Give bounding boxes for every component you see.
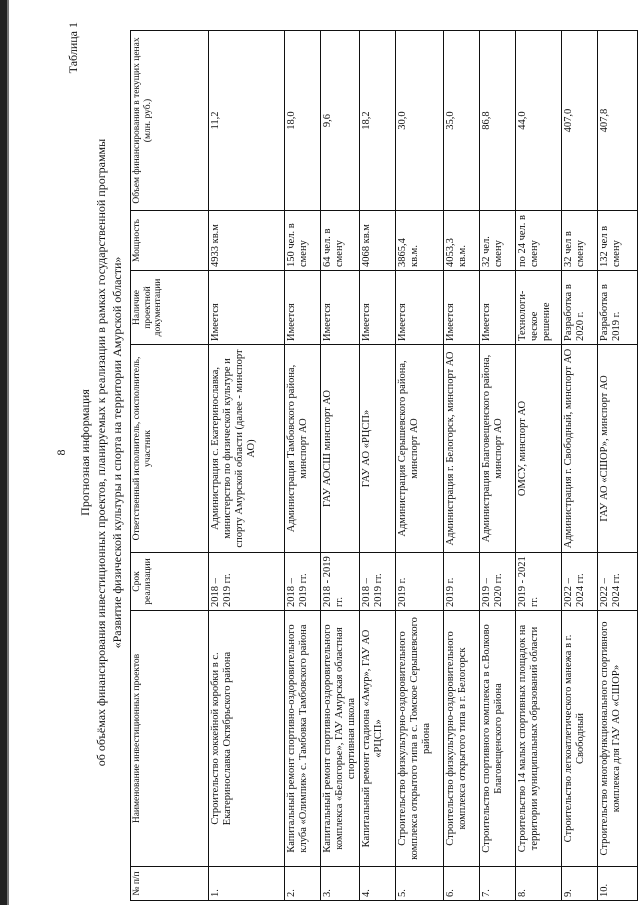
cell-docs: Имеется	[209, 271, 285, 345]
cell-name: Капитальный ремонт стадиона «Амур», ГАУ АО «РЦСП»	[360, 611, 396, 867]
cell-capacity: 64 чел. в смену	[321, 211, 360, 271]
table-row	[598, 31, 638, 901]
table-row	[209, 31, 285, 901]
cell-num: 4.	[360, 867, 396, 901]
cell-docs: Имеется	[396, 271, 444, 345]
cell-volume: 407,8	[598, 31, 638, 211]
cell-volume: 18,0	[285, 31, 321, 211]
title-line-1: Прогнозная информация	[78, 389, 92, 516]
cell-num: 3.	[321, 867, 360, 901]
table-row	[516, 31, 562, 901]
header-volume: Объем финансирования в текущих ценах (млн. руб.)	[131, 31, 209, 211]
cell-capacity: 32 чел. смену	[480, 211, 516, 271]
cell-term: 2018 – 2019 гг.	[285, 553, 321, 611]
cell-num: 9.	[562, 867, 598, 901]
cell-capacity: 132 чел в смену	[598, 211, 638, 271]
cell-num: 1.	[209, 867, 285, 901]
table-row	[360, 31, 396, 901]
cell-volume: 35,0	[444, 31, 480, 211]
cell-volume: 30,0	[396, 31, 444, 211]
cell-volume: 9,6	[321, 31, 360, 211]
cell-docs: Имеется	[480, 271, 516, 345]
cell-num: 7.	[480, 867, 516, 901]
cell-capacity: 4053,3 кв.м.	[444, 211, 480, 271]
cell-capacity: 3865,4 кв.м.	[396, 211, 444, 271]
cell-num: 2.	[285, 867, 321, 901]
cell-docs: Имеется	[321, 271, 360, 345]
cell-term: 2019 г.	[396, 553, 444, 611]
cell-name: Капитальный ремонт спортивно-оздоровительного клуба «Олимпик» с. Тамбовка Тамбовского района	[285, 611, 321, 867]
cell-term: 2019 – 2020 гг.	[480, 553, 516, 611]
table-row	[321, 31, 360, 901]
header-name: Наименование инвестиционных проектов	[131, 611, 209, 867]
cell-volume: 18,2	[360, 31, 396, 211]
cell-name: Строительство спортивного комплекса в с.Волково Благовещенского района	[480, 611, 516, 867]
cell-executor: Администрация Серышевского района, минспорт АО	[396, 345, 444, 553]
cell-num: 10.	[598, 867, 638, 901]
header-term: Срок реализации	[131, 553, 209, 611]
cell-volume: 407,0	[562, 31, 598, 211]
page-number: 8	[54, 449, 68, 456]
table-row	[285, 31, 321, 901]
cell-executor: Администрация Тамбовского района, минспорт АО	[285, 345, 321, 553]
cell-term: 2018 – 2019 гг.	[209, 553, 285, 611]
cell-name: Строительство 14 малых спортивных площадок на территории муниципальных образований области	[516, 611, 562, 867]
header-docs: Наличие проектной документации	[131, 271, 209, 345]
cell-term: 2018 - 2019 гг.	[321, 553, 360, 611]
cell-term: 2019 г.	[444, 553, 480, 611]
cell-term: 2022 – 2024 гг.	[562, 553, 598, 611]
cell-term: 2018 – 2019 гг.	[360, 553, 396, 611]
table-row	[562, 31, 598, 901]
table-row	[444, 31, 480, 901]
cell-docs: Имеется	[444, 271, 480, 345]
title-line-3: «Развитие физической культуры и спорта на территории Амурской области»	[110, 256, 124, 649]
header-capacity: Мощность	[131, 211, 209, 271]
cell-volume: 44,0	[516, 31, 562, 211]
cell-term: 2019 - 2021 гг.	[516, 553, 562, 611]
cell-num: 6.	[444, 867, 480, 901]
cell-capacity: 150 чел. в смену	[285, 211, 321, 271]
cell-docs: Разработка в 2020 г.	[562, 271, 598, 345]
cell-capacity: 4068 кв.м	[360, 211, 396, 271]
cell-volume: 86,8	[480, 31, 516, 211]
cell-docs: Технологи-ческое решение	[516, 271, 562, 345]
cell-executor: Администрация с. Екатеринославка, министерство по физической культуре и спорту Амурской области (далее - минспорт АО)	[209, 345, 285, 553]
table-label: Таблица 1	[66, 22, 80, 74]
cell-capacity: по 24 чел. в смену	[516, 211, 562, 271]
cell-capacity: 32 чел в смену	[562, 211, 598, 271]
title-line-2: об объёмах финансирования инвестиционных проектов, планируемых к реализации в рамках государственной программы	[94, 138, 108, 767]
cell-executor: ГАУ АО «СШОР», минспорт АО	[598, 345, 638, 553]
cell-volume: 11,2	[209, 31, 285, 211]
investment-table	[130, 30, 638, 901]
table-header-row	[131, 31, 209, 901]
cell-docs: Имеется	[285, 271, 321, 345]
cell-name: Строительство легкоатлетического манежа в г. Свободный	[562, 611, 598, 867]
cell-executor: ОМСУ, минспорт АО	[516, 345, 562, 553]
cell-name: Капитальный ремонт спортивно-оздоровительного комплекса «Белогорье», ГАУ Амурская областная спортивная школа	[321, 611, 360, 867]
cell-name: Строительство физкультурно-оздоровительного комплекса открытого типа в г. Белогорск	[444, 611, 480, 867]
cell-executor: Администрация г. Свободный, минспорт АО	[562, 345, 598, 553]
cell-docs: Разработка в 2019 г.	[598, 271, 638, 345]
cell-name: Строительство многофункционального спортивного комплекса для ГАУ АО «СШОР»	[598, 611, 638, 867]
cell-docs: Имеется	[360, 271, 396, 345]
table-row	[396, 31, 444, 901]
cell-executor: ГАУ АОСШ минспорт АО	[321, 345, 360, 553]
cell-num: 8.	[516, 867, 562, 901]
cell-executor: Администрация г. Белогорск, минспорт АО	[444, 345, 480, 553]
cell-capacity: 4933 кв.м	[209, 211, 285, 271]
header-executor: Ответственный исполнитель, соисполнитель, участник	[131, 345, 209, 553]
cell-executor: Администрация Благовещенского района, минспорт АО	[480, 345, 516, 553]
table-row	[480, 31, 516, 901]
cell-name: Строительство хоккейной коробки в с. Екатеринославка Октябрьского района	[209, 611, 285, 867]
cell-term: 2022 – 2024 гг.	[598, 553, 638, 611]
cell-name: Строительство физкультурно-оздоровительного комплекса открытого типа в с. Томское Серышевского района	[396, 611, 444, 867]
cell-executor: ГАУ АО «РЦСП»	[360, 345, 396, 553]
cell-num: 5.	[396, 867, 444, 901]
header-num: № п/п	[131, 867, 209, 901]
